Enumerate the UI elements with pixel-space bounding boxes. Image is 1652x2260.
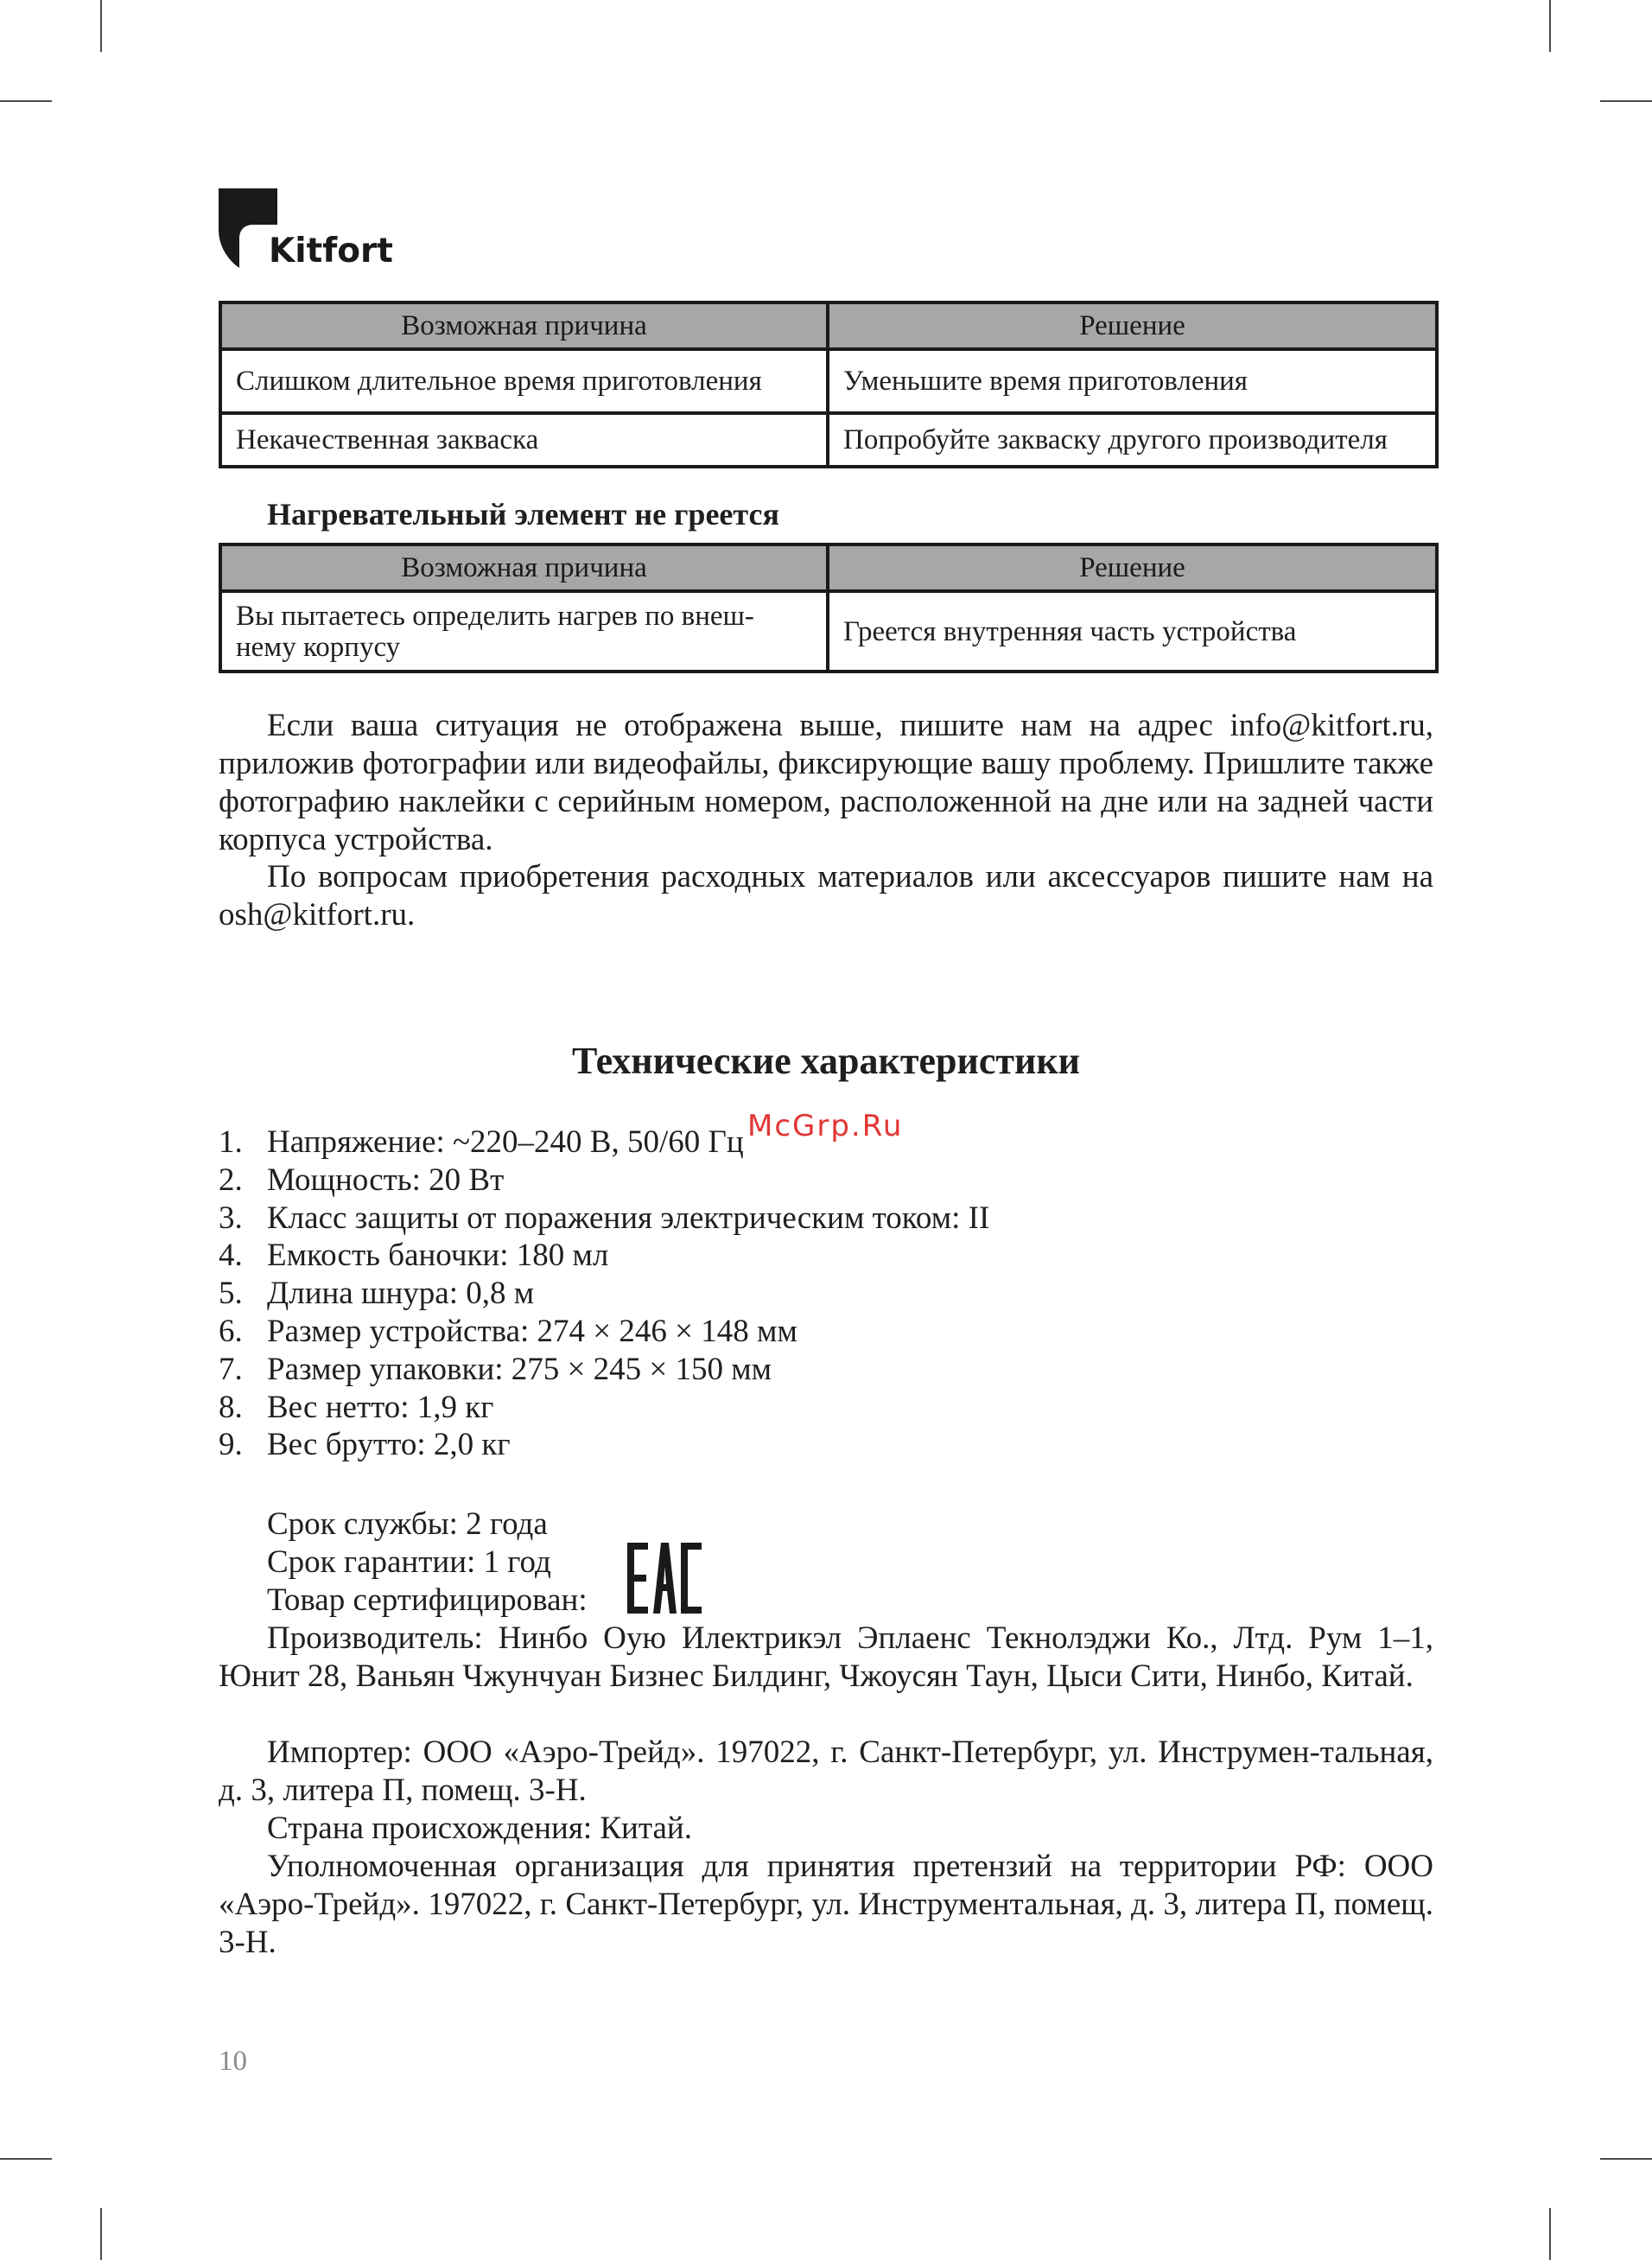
- table-row: [220, 413, 1437, 467]
- troubleshooting-table-2: [219, 543, 1439, 673]
- authorized-text: Уполномоченная организация для принятия претензий на территории РФ: ООО «Аэро-Трейд». 197022, г. Санкт-Петербург, ул. Инструментальная, д. 3, литера П, помещ. 3-Н.: [219, 1849, 1433, 1960]
- table-row: [220, 349, 1437, 413]
- crop-mark: [100, 0, 102, 52]
- header-solution: Решение: [828, 302, 1437, 349]
- crop-mark: [1600, 2158, 1652, 2160]
- solution-cell: Попробуйте закваску другого производителя: [828, 413, 1437, 467]
- service-life: Срок службы: 2 года: [267, 1506, 548, 1542]
- list-item: 5. Длина шнура: 0,8 м: [219, 1276, 535, 1312]
- table-header-row: [220, 302, 1437, 349]
- importer-paragraph: [219, 1734, 1433, 1810]
- accessories-text: По вопросам приобретения расходных материалов или аксессуаров пишите нам на osh@kitfort.ru.: [219, 859, 1433, 933]
- accessories-paragraph: [219, 858, 1433, 934]
- table-row: [220, 591, 1437, 672]
- crop-mark: [1549, 0, 1551, 52]
- specs-list: [219, 1124, 989, 1464]
- watermark-text: McGrp.Ru: [747, 1109, 904, 1143]
- solution-cell: Греется внутренняя часть устройства: [828, 591, 1437, 672]
- origin-paragraph: [219, 1810, 1433, 1848]
- crop-mark: [100, 2208, 102, 2260]
- table-header-row: [220, 544, 1437, 591]
- certified-label: Товар сертифицирован:: [267, 1582, 588, 1618]
- manufacturer-paragraph: [219, 1620, 1433, 1696]
- cause-cell: Слишком длительное время приготовления: [220, 349, 828, 413]
- contact-paragraph: [219, 707, 1433, 859]
- header-cause: Возможная причина: [220, 544, 828, 591]
- troubleshooting-table-1: [219, 301, 1439, 468]
- authorized-paragraph: [219, 1848, 1433, 1962]
- crop-mark: [1549, 2208, 1551, 2260]
- section-heading-heater: Нагревательный элемент не греется: [267, 497, 779, 532]
- importer-text: Импортер: ООО «Аэро-Трейд». 197022, г. Санкт-Петербург, ул. Инструмен-тальная, д. 3, литера П, помещ. 3-Н.: [219, 1735, 1433, 1808]
- list-item: 8. Вес нетто: 1,9 кг: [219, 1389, 494, 1425]
- crop-mark: [0, 2158, 52, 2160]
- list-item: 1. Напряжение: ~220–240 В, 50/60 Гц: [219, 1124, 744, 1160]
- list-item: 7. Размер упаковки: 275 × 245 × 150 мм: [219, 1351, 772, 1387]
- list-item: 3. Класс защиты от поражения электрическим током: II: [219, 1200, 990, 1236]
- origin-text: Страна происхождения: Китай.: [267, 1811, 692, 1846]
- specs-title: Технические характеристики: [571, 1040, 1081, 1082]
- kitfort-logo: [219, 188, 391, 271]
- list-item: 6. Размер устройства: 274 × 246 × 148 мм: [219, 1313, 797, 1349]
- brand-name: Kitfort: [269, 232, 393, 271]
- crop-mark: [1600, 100, 1652, 102]
- solution-cell: Уменьшите время приготовления: [828, 349, 1437, 413]
- header-solution: Решение: [828, 544, 1437, 591]
- cause-cell: Вы пытаетесь определить нагрев по внеш-нему корпусу: [220, 591, 828, 672]
- contact-text: Если ваша ситуация не отображена выше, пишите нам на адрес info@kitfort.ru, приложив фотографии или видеофайлы, фиксирующие вашу проблему. Пришлите также фотографию наклейки с серийным номером, расположенной на дне или на задней части корпуса устройства.: [219, 708, 1433, 857]
- crop-mark: [0, 100, 52, 102]
- list-item: 9. Вес брутто: 2,0 кг: [219, 1427, 511, 1463]
- cause-cell: Некачественная закваска: [220, 413, 828, 467]
- warranty: Срок гарантии: 1 год: [267, 1544, 551, 1580]
- eac-certification-mark-icon: [627, 1543, 702, 1614]
- header-cause: Возможная причина: [220, 302, 828, 349]
- list-item: 4. Емкость баночки: 180 мл: [219, 1238, 609, 1274]
- manufacturer-text: Производитель: Нинбо Оую Илектрикэл Эплаенс Текнолэджи Ко., Лтд. Рум 1–1, Юнит 28, Ваньян Чжунчуан Бизнес Билдинг, Чжоусян Таун, Цыси Сити, Нинбо, Китай.: [219, 1620, 1433, 1694]
- list-item: 2. Мощность: 20 Вт: [219, 1162, 505, 1198]
- page-number: 10: [219, 2046, 247, 2077]
